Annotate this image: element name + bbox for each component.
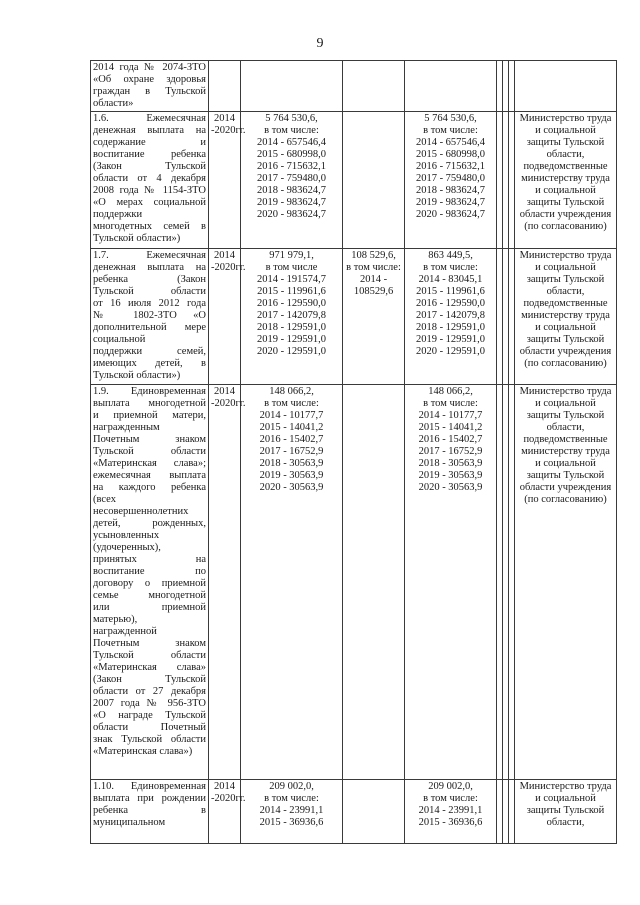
federal-funding-cell-line: в том числе: [346, 262, 401, 273]
years-cell-line: 2020 [214, 125, 236, 136]
measure-name-cell-line: поддержки [93, 209, 143, 220]
table-row [91, 780, 617, 844]
measure-name-cell-line: 2008 года № 1154-ЗТО [93, 185, 206, 196]
years-cell-line: 2014 - [211, 113, 235, 136]
measure-name-cell-line: выплата при рождении [93, 793, 206, 804]
total-funding-cell-line: 2019 - 129591,0 [256, 334, 327, 345]
responsible-cell-line: министерству труда [521, 173, 610, 184]
program-table [90, 60, 617, 844]
measure-name-cell-line: семье многодетной [93, 590, 206, 601]
regional-funding-cell-line: 2015 - 36936,6 [418, 817, 483, 828]
measure-name-cell-line: 2007 года № 956-ЗТО [93, 698, 206, 709]
responsible-cell-line: министерству труда [521, 310, 610, 321]
regional-funding-cell [405, 780, 497, 844]
responsible-cell-line: и социальной [535, 125, 596, 136]
measure-name-cell-line: (всех [93, 494, 116, 505]
regional-funding-cell-line: 2015 - 680998,0 [415, 149, 486, 160]
regional-funding-cell-line: 2014 - 10177,7 [418, 410, 483, 421]
federal-funding-cell [343, 385, 405, 780]
measure-name-cell-line: области Почетный [93, 722, 206, 733]
federal-funding-cell [343, 249, 405, 385]
years-cell-line: 2014 - [211, 781, 235, 804]
years-cell [209, 249, 246, 385]
measure-name-cell [91, 780, 209, 844]
responsible-cell-line: области, [546, 149, 585, 160]
years-cell-line: гг. [235, 793, 246, 804]
responsible-cell [515, 780, 617, 844]
responsible-cell [515, 112, 617, 249]
total-funding-cell [241, 385, 343, 780]
measure-name-cell-line: дополнительной мере [93, 322, 206, 333]
total-funding-cell-line: 2020 - 30563,9 [259, 482, 324, 493]
measure-name-cell-line: от 16 июля 2012 года [93, 298, 206, 309]
regional-funding-cell-line: 2014 - 657546,4 [415, 137, 486, 148]
measure-name-cell-line: муниципальном [93, 817, 166, 828]
responsible-cell-line: (по согласованию) [524, 221, 607, 232]
responsible-cell-line: и социальной [535, 262, 596, 273]
responsible-cell-line: Министерство труда [519, 250, 612, 261]
responsible-cell-line: и социальной [535, 322, 596, 333]
responsible-cell-line: Министерство труда [519, 386, 612, 397]
responsible-cell-line: подведомственные [523, 298, 608, 309]
regional-funding-cell-line: 2017 - 759480,0 [415, 173, 486, 184]
responsible-cell-line: области учреждения [519, 482, 612, 493]
measure-name-cell-line: и приемной матери, [93, 410, 206, 421]
regional-funding-cell-line: в том числе: [423, 262, 478, 273]
responsible-cell-line: Министерство труда [519, 781, 612, 792]
measure-name-cell-line: Тульской области [93, 650, 206, 661]
regional-funding-cell-line: 2015 - 119961,6 [416, 286, 485, 297]
total-funding-cell [241, 249, 343, 385]
responsible-cell-line: подведомственные [523, 161, 608, 172]
measure-name-cell-line: 1.6. Ежемесячная [93, 113, 206, 124]
total-funding-cell-line: 2014 - 23991,1 [259, 805, 324, 816]
measure-name-cell-line: Тульской области») [93, 233, 181, 244]
regional-funding-cell-line: 2020 - 30563,9 [418, 482, 483, 493]
regional-funding-cell-line: 2014 - 83045,1 [418, 274, 483, 285]
measure-name-cell-line: «Материнская слава») [93, 746, 193, 757]
responsible-cell-line: министерству труда [521, 446, 610, 457]
regional-funding-cell [405, 61, 497, 112]
measure-name-cell-line: матерью), [93, 614, 138, 625]
measure-name-cell-line: Почетным знаком [93, 638, 206, 649]
responsible-cell-line: защиты Тульской [526, 197, 605, 208]
responsible-cell [515, 249, 617, 385]
total-funding-cell-line: 2018 - 30563,9 [259, 458, 324, 469]
federal-funding-cell [343, 61, 405, 112]
measure-name-cell-line: социальной [93, 334, 146, 345]
measure-name-cell-line: «Об охране здоровья [93, 74, 206, 85]
measure-name-cell-line: области от 27 декабря [93, 686, 206, 697]
responsible-cell-line: защиты Тульской [526, 410, 605, 421]
total-funding-cell-line: в том числе: [264, 793, 319, 804]
federal-funding-cell [343, 112, 405, 249]
measure-name-cell-line: области от 4 декабря [93, 173, 206, 184]
measure-name-cell-line: поддержки семей, [93, 346, 206, 357]
responsible-cell [515, 385, 617, 780]
total-funding-cell-line: 2014 - 10177,7 [259, 410, 324, 421]
regional-funding-cell-line: 2018 - 30563,9 [418, 458, 483, 469]
measure-name-cell-line: (Закон Тульской [93, 674, 206, 685]
regional-funding-cell-line: 2019 - 30563,9 [418, 470, 483, 481]
total-funding-cell-line: 2020 - 129591,0 [256, 346, 327, 357]
regional-funding-cell-line: 2017 - 16752,9 [418, 446, 483, 457]
regional-funding-cell-line: 148 066,2, [428, 386, 473, 397]
measure-name-cell [91, 385, 209, 780]
measure-name-cell [91, 61, 209, 112]
total-funding-cell-line: 2015 - 36936,6 [259, 817, 324, 828]
responsible-cell-line: (по согласованию) [524, 358, 607, 369]
regional-funding-cell-line: 209 002,0, [428, 781, 473, 792]
responsible-cell-line: и социальной [535, 458, 596, 469]
measure-name-cell-line: несовершеннолетних [93, 506, 189, 517]
regional-funding-cell-line: 863 449,5, [428, 250, 473, 261]
measure-name-cell-line: Почетным знаком [93, 434, 206, 445]
measure-name-cell-line: 1.9. Единовременная [93, 386, 206, 397]
total-funding-cell-line: 5 764 530,6, [265, 113, 318, 124]
years-cell-line: гг. [235, 125, 246, 136]
total-funding-cell-line: 2016 - 15402,7 [259, 434, 324, 445]
federal-funding-cell-line: 2014 - [359, 274, 388, 285]
table-row [91, 61, 617, 112]
total-funding-cell-line: 2017 - 142079,8 [256, 310, 327, 321]
regional-funding-cell-line: 2014 - 23991,1 [418, 805, 483, 816]
responsible-cell-line: области, [546, 286, 585, 297]
table-row [91, 385, 617, 780]
measure-name-cell-line: детей, рожденных, [93, 518, 206, 529]
total-funding-cell [241, 61, 343, 112]
measure-name-cell-line: «О награде Тульской [93, 710, 206, 721]
total-funding-cell [241, 112, 343, 249]
total-funding-cell-line: в том числе: [264, 125, 319, 136]
measure-name-cell [91, 112, 209, 249]
measure-name-cell-line: усыновленных [93, 530, 160, 541]
table-row [91, 249, 617, 385]
total-funding-cell-line: 2015 - 119961,6 [257, 286, 326, 297]
total-funding-cell-line: в том числе: [264, 398, 319, 409]
measure-name-cell-line: ребенка в [93, 805, 206, 816]
regional-funding-cell-line: 2019 - 129591,0 [415, 334, 486, 345]
responsible-cell-line: защиты Тульской [526, 470, 605, 481]
measure-name-cell-line: на каждого ребенка [93, 482, 206, 493]
regional-funding-cell-line: 2018 - 983624,7 [415, 185, 486, 196]
measure-name-cell-line: выплата многодетной [93, 398, 206, 409]
years-cell-line: гг. [235, 398, 246, 409]
measure-name-cell-line: награжденным [93, 422, 160, 433]
measure-name-cell-line: (удочеренных), [93, 542, 161, 553]
responsible-cell-line: подведомственные [523, 434, 608, 445]
measure-name-cell-line: 1.7. Ежемесячная [93, 250, 206, 261]
total-funding-cell-line: 2016 - 715632,1 [256, 161, 327, 172]
federal-funding-cell-line: 108529,6 [353, 286, 394, 297]
measure-name-cell-line: «Материнская слава» [93, 662, 206, 673]
total-funding-cell-line: 209 002,0, [269, 781, 314, 792]
federal-funding-cell [343, 780, 405, 844]
total-funding-cell-line: 2017 - 16752,9 [259, 446, 324, 457]
regional-funding-cell-line: 2016 - 129590,0 [415, 298, 486, 309]
measure-name-cell-line: № 1802-ЗТО «О [93, 310, 206, 321]
regional-funding-cell-line: 2016 - 15402,7 [418, 434, 483, 445]
total-funding-cell-line: 148 066,2, [269, 386, 314, 397]
measure-name-cell-line: области» [93, 98, 134, 109]
total-funding-cell-line: 2014 - 657546,4 [256, 137, 327, 148]
regional-funding-cell-line: 2020 - 983624,7 [415, 209, 486, 220]
regional-funding-cell-line: 2018 - 129591,0 [415, 322, 486, 333]
table-body [91, 61, 617, 844]
total-funding-cell-line: 2016 - 129590,0 [256, 298, 327, 309]
measure-name-cell-line: принятых на [93, 554, 206, 565]
measure-name-cell-line: денежная выплата на [93, 125, 206, 136]
total-funding-cell-line: 2018 - 983624,7 [256, 185, 327, 196]
responsible-cell-line: защиты Тульской [526, 334, 605, 345]
total-funding-cell-line: 2018 - 129591,0 [256, 322, 327, 333]
measure-name-cell-line: ребенка (Закон [93, 274, 206, 285]
total-funding-cell-line: 2017 - 759480,0 [256, 173, 327, 184]
measure-name-cell-line: «Материнская слава»; [93, 458, 206, 469]
measure-name-cell [91, 249, 209, 385]
responsible-cell-line: области учреждения [519, 346, 612, 357]
responsible-cell-line: защиты Тульской [526, 137, 605, 148]
total-funding-cell-line: 2015 - 680998,0 [256, 149, 327, 160]
measure-name-cell-line: содержание и [93, 137, 206, 148]
total-funding-cell [241, 780, 343, 844]
total-funding-cell-line: 971 979,1, [269, 250, 314, 261]
regional-funding-cell [405, 112, 497, 249]
measure-name-cell-line: воспитание по [93, 566, 206, 577]
years-cell-line: 2014 - [211, 250, 235, 273]
regional-funding-cell-line: 2016 - 715632,1 [415, 161, 486, 172]
responsible-cell-line: (по согласованию) [524, 494, 607, 505]
responsible-cell-line: и социальной [535, 793, 596, 804]
measure-name-cell-line: (Закон Тульской [93, 161, 206, 172]
measure-name-cell-line: денежная выплата на [93, 262, 206, 273]
responsible-cell-line: защиты Тульской [526, 805, 605, 816]
measure-name-cell-line: имеющих детей, в [93, 358, 206, 369]
regional-funding-cell-line: в том числе: [423, 398, 478, 409]
total-funding-cell-line: 2019 - 983624,7 [256, 197, 327, 208]
years-cell-line: 2020 [214, 793, 236, 804]
measure-name-cell-line: 1.10. Единовременная [93, 781, 206, 792]
measure-name-cell-line: граждан в Тульской [93, 86, 206, 97]
responsible-cell-line: области, [546, 422, 585, 433]
measure-name-cell-line: «О мерах социальной [93, 197, 206, 208]
years-cell-line: 2020 [214, 262, 236, 273]
regional-funding-cell-line: 2017 - 142079,8 [415, 310, 486, 321]
total-funding-cell-line: в том числе [265, 262, 318, 273]
years-cell-line: 2014 - [211, 386, 235, 409]
responsible-cell-line: и социальной [535, 398, 596, 409]
total-funding-cell-line: 2019 - 30563,9 [259, 470, 324, 481]
total-funding-cell-line: 2020 - 983624,7 [256, 209, 327, 220]
regional-funding-cell-line: в том числе: [423, 793, 478, 804]
years-cell [209, 61, 241, 112]
responsible-cell [515, 61, 617, 112]
regional-funding-cell-line: 2019 - 983624,7 [415, 197, 486, 208]
measure-name-cell-line: договору о приемной [93, 578, 206, 589]
measure-name-cell-line: 2014 года № 2074-ЗТО [93, 62, 206, 73]
measure-name-cell-line: воспитание ребенка [93, 149, 206, 160]
regional-funding-cell-line: 5 764 530,6, [424, 113, 477, 124]
regional-funding-cell [405, 385, 497, 780]
responsible-cell-line: Министерство труда [519, 113, 612, 124]
regional-funding-cell [405, 249, 497, 385]
responsible-cell-line: и социальной [535, 185, 596, 196]
page-number: 9 [316, 36, 324, 51]
measure-name-cell-line: ежемесячная выплата [93, 470, 206, 481]
years-cell [209, 112, 246, 249]
measure-name-cell-line: или приемной [93, 602, 206, 613]
years-cell-line: 2020 [214, 398, 236, 409]
responsible-cell-line: области, [546, 817, 585, 828]
measure-name-cell-line: Тульской области [93, 446, 206, 457]
years-cell [209, 780, 246, 844]
responsible-cell-line: защиты Тульской [526, 274, 605, 285]
federal-funding-cell-line: 108 529,6, [351, 250, 396, 261]
measure-name-cell-line: Тульской области») [93, 370, 181, 381]
total-funding-cell-line: 2014 - 191574,7 [256, 274, 327, 285]
measure-name-cell-line: награжденной [93, 626, 157, 637]
regional-funding-cell-line: 2015 - 14041,2 [418, 422, 483, 433]
table-row [91, 112, 617, 249]
responsible-cell-line: области учреждения [519, 209, 612, 220]
measure-name-cell-line: Тульской области [93, 286, 206, 297]
total-funding-cell-line: 2015 - 14041,2 [259, 422, 324, 433]
years-cell [209, 385, 246, 780]
years-cell-line: гг. [235, 262, 246, 273]
regional-funding-cell-line: 2020 - 129591,0 [415, 346, 486, 357]
regional-funding-cell-line: в том числе: [423, 125, 478, 136]
measure-name-cell-line: знак Тульской области [93, 734, 206, 745]
measure-name-cell-line: многодетных семей в [93, 221, 206, 232]
